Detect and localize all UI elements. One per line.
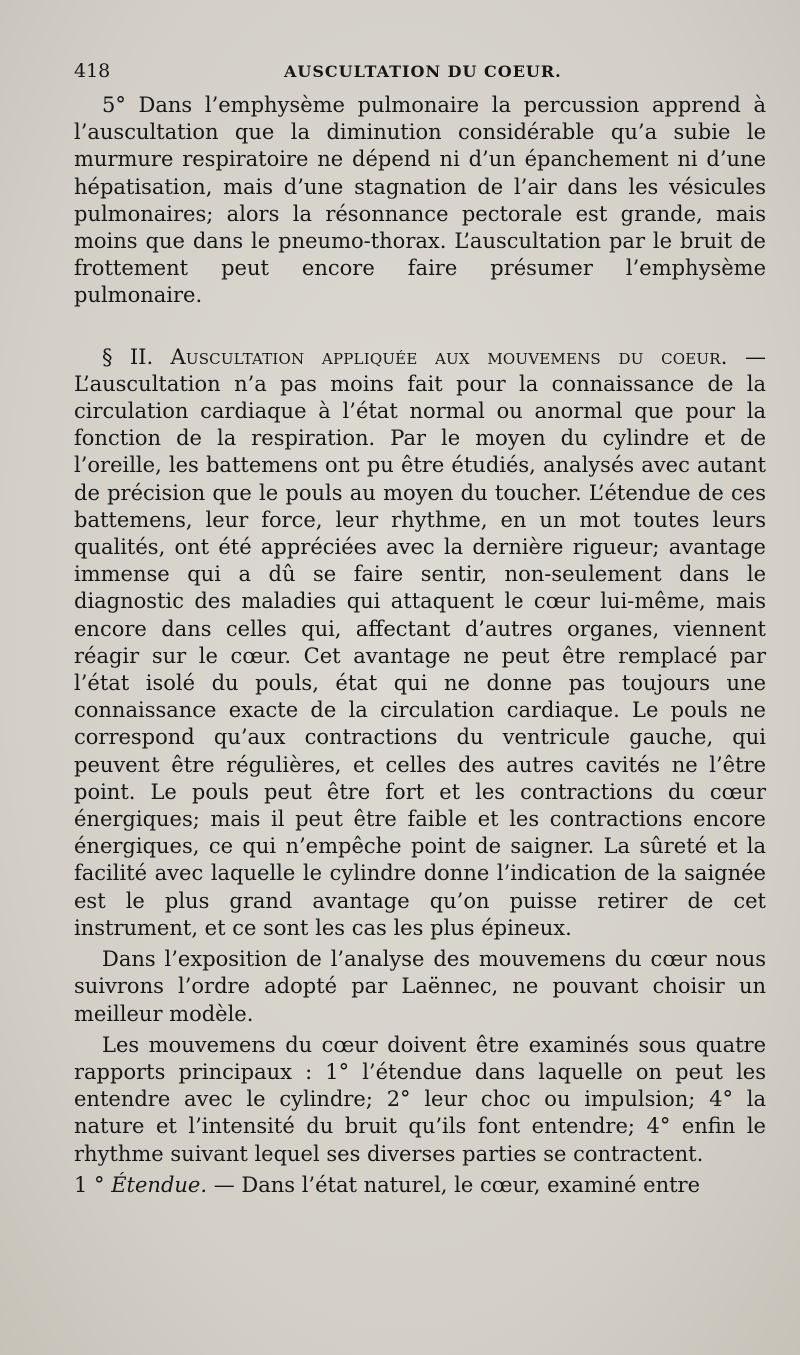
paragraph-extent	[74, 1172, 766, 1199]
paragraph-emphysema: 5° Dans l’emphysème pulmonaire la percussion apprend à l’auscultation que la diminution considérable qu’a subie le murmure respiratoire ne dépend ni d’un épanchement ni d’une hépatisation, mais d’une stagnation de l’air dans les vésicules pulmonaires; alors la résonnance pectorale est grande, mais moins que dans le pneumo-thorax. L’auscultation par le bruit de frottement peut encore faire présumer l’emphysème pulmonaire.	[74, 93, 766, 308]
paragraph-heart-movements: Les mouvemens du cœur doivent être examinés sous quatre rapports principaux : 1° l’étendue dans laquelle on peut les entendre avec le cylindre; 2° leur choc ou impulsion; 4° la nature et l’intensité du bruit qu’ils font entendre; 4° enfin le rhythme suivant lequel ses diverses parties se contractent.	[74, 1032, 766, 1166]
extent-body: — Dans l’état naturel, le cœur, examiné entre	[207, 1172, 700, 1197]
extent-term: Étendue.	[111, 1172, 208, 1197]
paragraph-section-heart	[74, 344, 766, 942]
body-text	[74, 92, 766, 1199]
section-label: § II.	[102, 344, 154, 369]
extent-number: 1 °	[74, 1172, 112, 1197]
section-body: — L’auscultation n’a pas moins fait pour la connaissance de la circulation cardiaque à l’état normal ou anormal que pour la fonction de la respiration. Par le moyen du cylindre et de l’oreille, les battemens ont pu être étudiés, analysés avec autant de précision que le pouls au moyen du toucher. L’étendue de ces battemens, leur force, leur rhythme, en un mot toutes leurs qualités, ont été appréciées avec la dernière rigueur; avantage immense qui a dû se faire sentir, non-seulement dans le diagnostic des maladies qui attaquent le cœur lui-même, mais encore dans celles qui, affectant d’autres organes, viennent réagir sur le cœur. Cet avantage ne peut être remplacé par l’état isolé du pouls, état qui ne donne pas toujours une connaissance exacte de la circulation cardiaque. Le pouls ne correspond qu’aux contractions du ventricule gauche, qui peuvent être régulières, et celles des autres cavités ne l’être point. Le pouls peut être fort et les contractions du cœur énergiques; mais il peut être faible et les contractions encore énergiques, ce qui n’empêche point de saigner. La sûreté et la facilité avec laquelle le cylindre donne l’indication de la saignée est le plus grand avantage qu’on puisse retirer de cet instrument, et ce sont les cas les plus épineux.	[74, 344, 766, 940]
running-title: AUSCULTATION DU COEUR.	[284, 62, 562, 81]
page-number: 418	[74, 60, 111, 82]
page-header	[74, 60, 764, 88]
section-heading: Auscultation appliquée aux mouvemens du coeur.	[170, 344, 728, 369]
paragraph-exposition: Dans l’exposition de l’analyse des mouvemens du cœur nous suivrons l’ordre adopté par Laënnec, ne pouvant choisir un meilleur modèle.	[74, 947, 766, 1026]
